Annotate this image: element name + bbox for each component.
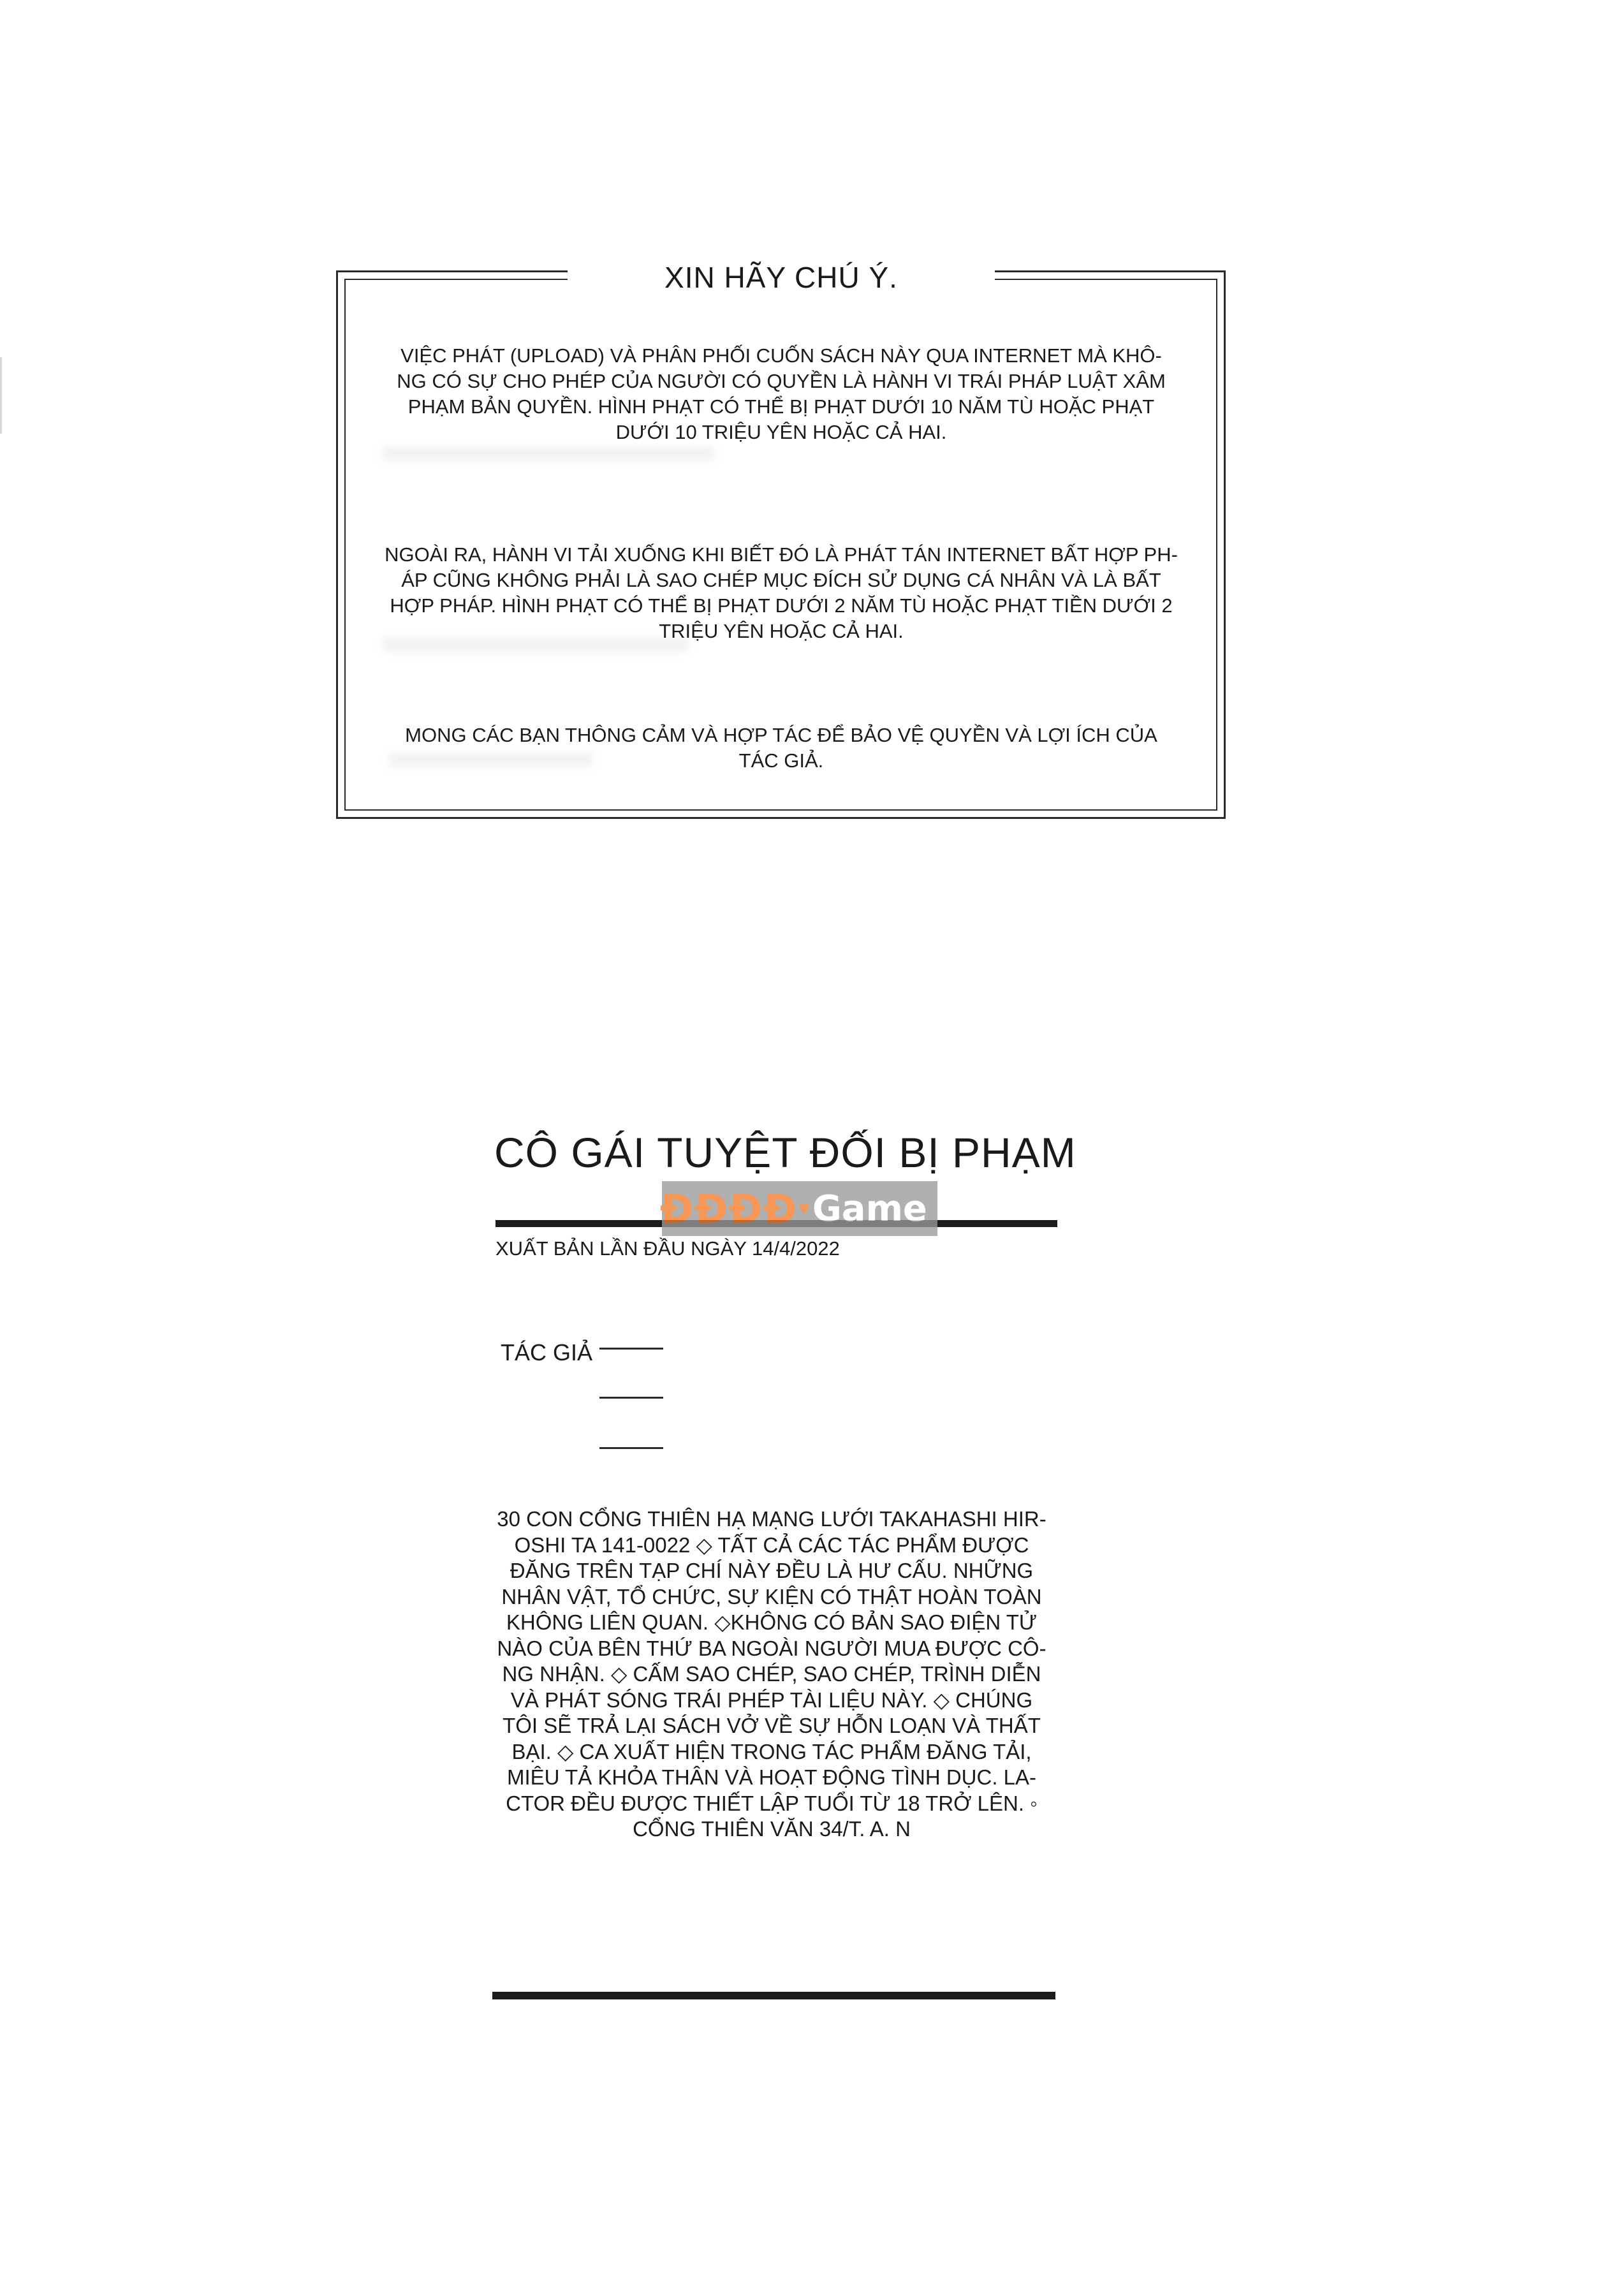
notice-title-container: [568, 255, 995, 300]
notice-title: XIN HÃY CHÚ Ý.: [664, 261, 898, 294]
watermark-logo: ĐĐĐĐ: [660, 1185, 798, 1232]
book-title: CÔ GÁI TUYỆT ĐỐI BỊ PHẠM: [494, 1129, 1076, 1176]
site-watermark: [662, 1181, 937, 1236]
watermark-text: Game: [812, 1188, 927, 1230]
author-label: TÁC GIẢ: [501, 1339, 593, 1365]
credit-line: [599, 1397, 663, 1399]
notice-paragraph-request: MONG CÁC BẠN THÔNG CẢM VÀ HỢP TÁC ĐỂ BẢO VỆ QUYỀN VÀ LỢI ÍCH CỦA TÁC GIẢ.: [405, 724, 1157, 772]
notice-paragraph-download: NGOÀI RA, HÀNH VI TẢI XUỐNG KHI BIẾT ĐÓ LÀ PHÁT TÁN INTERNET BẤT HỢP PH- ÁP CŨNG KHÔNG PHẢI LÀ SAO CHÉP MỤC ĐÍCH SỬ DỤNG CÁ NHÂN VÀ LÀ BẤT HỢP PHÁP. HÌNH PHẠT CÓ THỂ BỊ PHẠT DƯỚI 2 NĂM TÙ HOẶC PHẠT TIỀN DƯỚI 2 TRIỆU YÊN HOẶC CẢ HAI.: [385, 543, 1178, 642]
show-through-mark: [383, 446, 714, 460]
heart-icon: ♥: [798, 1198, 810, 1219]
credit-line: [599, 1348, 663, 1350]
bottom-rule: [492, 1992, 1055, 1999]
first-edition-date: XUẤT BẢN LẦN ĐẦU NGÀY 14/4/2022: [495, 1237, 840, 1260]
credit-line: [599, 1447, 663, 1449]
notice-paragraph-upload: VIỆC PHÁT (UPLOAD) VÀ PHÂN PHỐI CUỐN SÁCH NÀY QUA INTERNET MÀ KHÔ- NG CÓ SỰ CHO PHÉP CỦA NGƯỜI CÓ QUYỀN LÀ HÀNH VI TRÁI PHÁP LUẬT XÂM PHẠM BẢN QUYỀN. HÌNH PHẠT CÓ THỂ BỊ PHẠT DƯỚI 10 NĂM TÙ HOẶC PHẠT DƯỚI 10 TRIỆU YÊN HOẶC CẢ HAI.: [397, 344, 1166, 443]
legal-notice-text: 30 CON CỔNG THIÊN HẠ MẠNG LƯỚI TAKAHASHI HIR- OSHI TA 141-0022 ◇ TẤT CẢ CÁC TÁC PHẨM ĐƯỢC ĐĂNG TRÊN TẠP CHÍ NÀY ĐỀU LÀ HƯ CẤU. NHỮNG NHÂN VẬT, TỔ CHỨC, SỰ KIỆN CÓ THẬT HOÀN TOÀN KHÔNG LIÊN QUAN. ◇KHÔNG CÓ BẢN SAO ĐIỆN TỬ NÀO CỦA BÊN THỨ BA NGOÀI NGƯỜI MUA ĐƯỢC CÔ- NG NHẬN. ◇ CẤM SAO CHÉP, SAO CHÉP, TRÌNH DIỄN VÀ PHÁT SÓNG TRÁI PHÉP TÀI LIỆU NÀY. ◇ CHÚNG TÔI SẼ TRẢ LẠI SÁCH VỞ VỀ SỰ HỖN LOẠN VÀ THẤT BẠI. ◇ CA XUẤT HIỆN TRONG TÁC PHẨM ĐĂNG TẢI, MIÊU TẢ KHỎA THÂN VÀ HOẠT ĐỘNG TÌNH DỤC. LA- CTOR ĐỀU ĐƯỢC THIẾT LẬP TUỔI TỪ 18 TRỞ LÊN. ◦ CỔNG THIÊN VĂN 34/T. A. N: [497, 1507, 1046, 1841]
credit-row-author: [501, 1337, 679, 1369]
scan-edge-mark: [0, 357, 2, 434]
